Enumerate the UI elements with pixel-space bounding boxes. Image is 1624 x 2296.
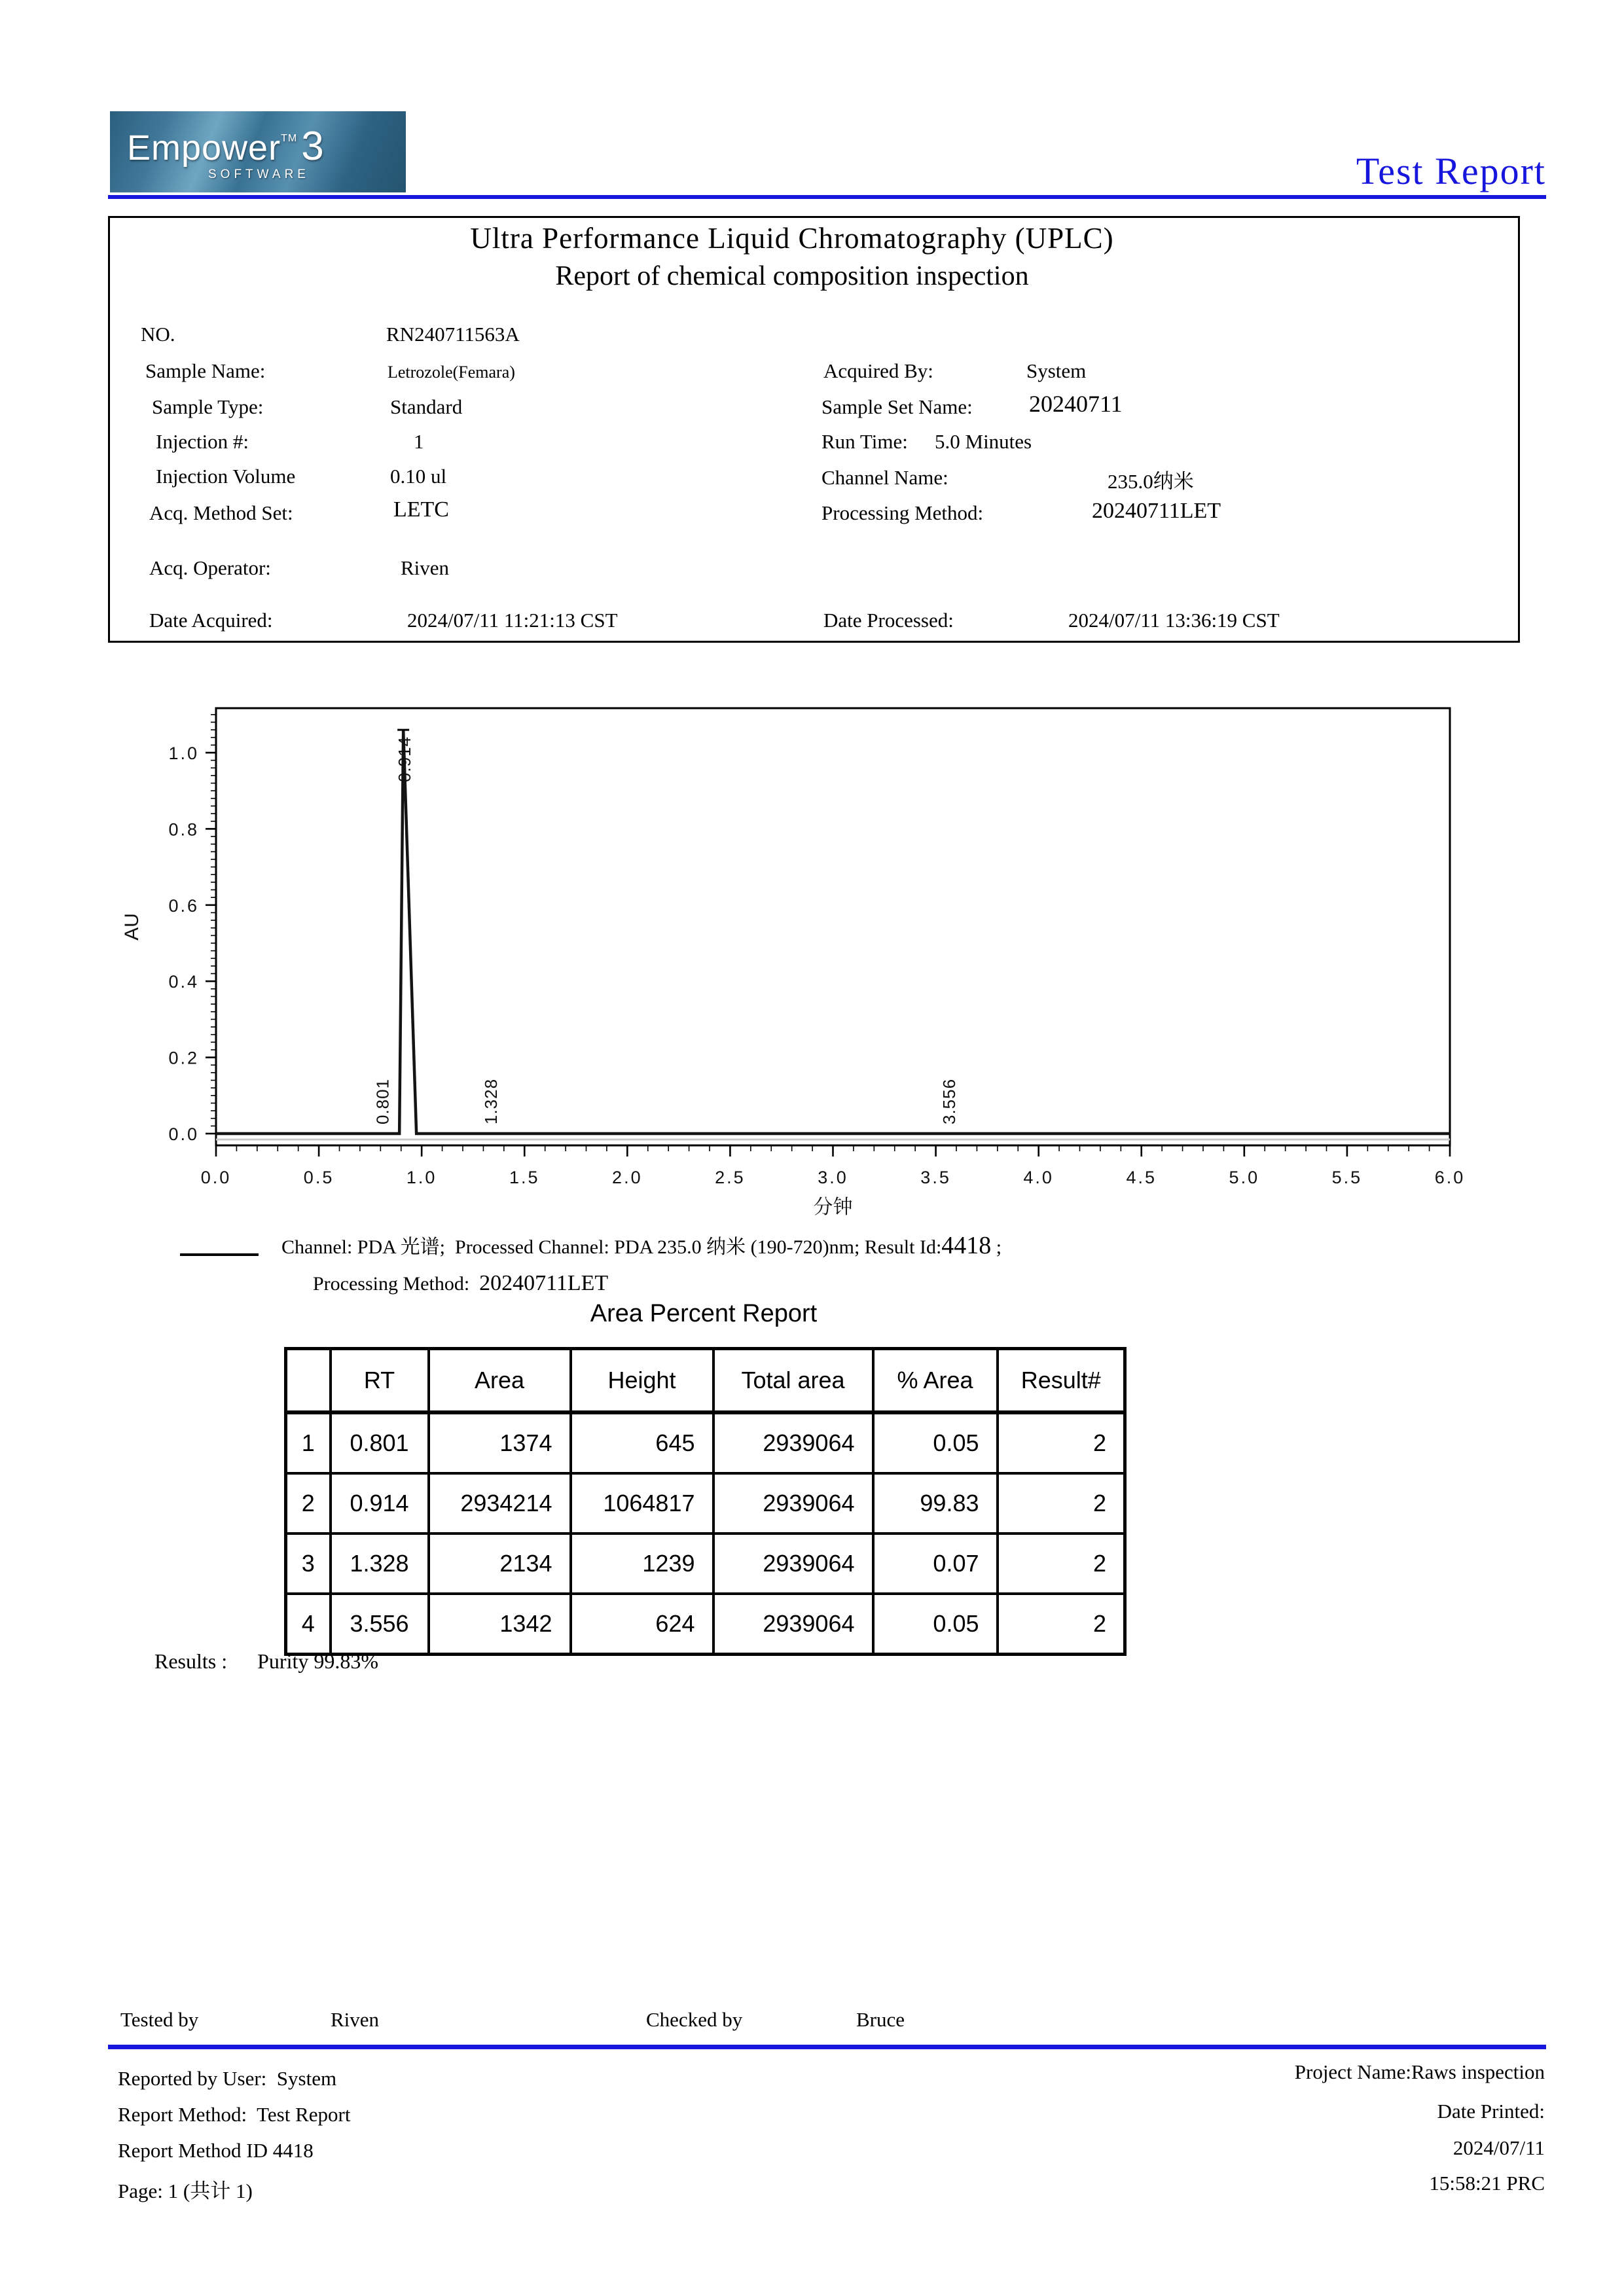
table-row (286, 1473, 1125, 1534)
table-cell: 1.328 (331, 1534, 429, 1594)
table-cell: 645 (571, 1412, 713, 1473)
field-label-date-processed: Date Processed: (823, 609, 954, 632)
table-cell: 4 (286, 1594, 331, 1655)
report-heading-2: Report of chemical composition inspection (555, 261, 1029, 291)
table-header-row (286, 1349, 1125, 1413)
field-label-acq-operator: Acq. Operator: (149, 556, 271, 579)
area-report-title: Area Percent Report (590, 1300, 818, 1327)
field-label-sample-name: Sample Name: (145, 359, 266, 382)
checked-by-label: Checked by (646, 2008, 743, 2031)
table-cell: 0.801 (331, 1412, 429, 1473)
svg-text:0.4: 0.4 (168, 972, 199, 992)
svg-text:5.0: 5.0 (1229, 1168, 1260, 1187)
field-value-acq-method-set: LETC (393, 497, 449, 522)
table-cell: 99.83 (873, 1473, 998, 1534)
footer-reported-by: Reported by User: System (118, 2067, 337, 2090)
table-cell: 2934214 (429, 1473, 571, 1534)
table-cell: 2134 (429, 1534, 571, 1594)
table-cell: 2 (998, 1473, 1125, 1534)
field-value-run-time: 5.0 Minutes (935, 430, 1032, 453)
svg-text:3.556: 3.556 (939, 1078, 960, 1124)
svg-text:0.801: 0.801 (372, 1078, 393, 1124)
tested-by-label: Tested by (120, 2008, 199, 2031)
footer-report-method-id: Report Method ID 4418 (118, 2139, 314, 2162)
svg-text:1.328: 1.328 (481, 1078, 501, 1124)
table-cell: 2 (998, 1594, 1125, 1655)
svg-text:4.0: 4.0 (1023, 1168, 1054, 1187)
table-cell: 1064817 (571, 1473, 713, 1534)
table-cell: 1342 (429, 1594, 571, 1655)
field-value-sample-set-name: 20240711 (1029, 391, 1123, 417)
svg-text:AU: AU (121, 913, 143, 941)
area-percent-table (284, 1347, 1127, 1656)
table-cell: 2939064 (713, 1412, 873, 1473)
field-label-no: NO. (141, 323, 175, 346)
svg-text:0.5: 0.5 (303, 1168, 334, 1187)
table-cell: 1 (286, 1412, 331, 1473)
logo-subtitle: SOFTWARE (208, 168, 310, 181)
field-value-acq-operator: Riven (401, 556, 450, 579)
svg-text:2.0: 2.0 (612, 1168, 643, 1187)
table-row (286, 1534, 1125, 1594)
field-label-sample-type: Sample Type: (152, 395, 264, 418)
chromatogram-plot (108, 681, 1522, 1224)
svg-text:4.5: 4.5 (1126, 1168, 1157, 1187)
svg-text:1.5: 1.5 (509, 1168, 540, 1187)
field-value-acquired-by: System (1026, 359, 1087, 382)
footer-time-printed: 15:58:21 PRC (1429, 2172, 1545, 2195)
field-value-date-acquired: 2024/07/11 11:21:13 CST (407, 609, 618, 632)
field-value-processing-method: 20240711LET (1092, 499, 1221, 523)
empower-logo (110, 111, 406, 192)
table-cell: 2 (998, 1412, 1125, 1473)
column-header-result: Result# (998, 1349, 1125, 1413)
footer-report-method: Report Method: Test Report (118, 2103, 351, 2126)
trademark-symbol: TM (281, 133, 298, 144)
svg-text:5.5: 5.5 (1331, 1168, 1363, 1187)
svg-text:1.0: 1.0 (406, 1168, 437, 1187)
field-label-run-time: Run Time: (821, 430, 908, 453)
field-value-sample-name: Letrozole(Femara) (388, 363, 515, 382)
svg-text:0.0: 0.0 (200, 1168, 232, 1187)
page-title: Test Report (1356, 150, 1546, 192)
field-value-no: RN240711563A (386, 323, 520, 346)
table-cell: 2939064 (713, 1473, 873, 1534)
column-header-pct-area: % Area (873, 1349, 998, 1413)
column-header-rt: RT (331, 1349, 429, 1413)
table-cell: 1374 (429, 1412, 571, 1473)
field-value-date-processed: 2024/07/11 13:36:19 CST (1068, 609, 1280, 632)
field-value-injection-volume: 0.10 ul (390, 465, 447, 488)
channel-info-line: Channel: PDA 光谱; Processed Channel: PDA 235.0 纳米 (190-720)nm; Result Id:4418 ; (281, 1232, 1002, 1259)
table-cell: 624 (571, 1594, 713, 1655)
footer-date-printed-label: Date Printed: (1437, 2100, 1545, 2123)
svg-text:0.2: 0.2 (168, 1048, 199, 1068)
footer-page-number: Page: 1 (共计 1) (118, 2179, 253, 2202)
table-cell: 0.914 (331, 1473, 429, 1534)
svg-text:6.0: 6.0 (1434, 1168, 1466, 1187)
table-row (286, 1594, 1125, 1655)
table-cell: 0.05 (873, 1412, 998, 1473)
field-value-sample-type: Standard (390, 395, 463, 418)
field-label-channel-name: Channel Name: (821, 466, 948, 489)
svg-text:3.0: 3.0 (818, 1168, 848, 1187)
result-id: 4418 (941, 1232, 992, 1259)
results-line: Results : Purity 99.83% (154, 1649, 379, 1673)
purity-value: Purity 99.83% (257, 1649, 379, 1673)
svg-text:0.914: 0.914 (395, 736, 415, 783)
field-label-injection-volume: Injection Volume (156, 465, 296, 488)
column-header-total-area: Total area (713, 1349, 873, 1413)
svg-text:0.8: 0.8 (168, 819, 199, 840)
footer-project-name: Project Name:Raws inspection (1294, 2060, 1545, 2083)
table-cell: 2 (998, 1534, 1125, 1594)
field-label-acq-method-set: Acq. Method Set: (149, 501, 293, 524)
logo-wordmark: Empower™3 (127, 124, 325, 169)
table-cell: 0.07 (873, 1534, 998, 1594)
column-header-area: Area (429, 1349, 571, 1413)
svg-text:0.6: 0.6 (168, 895, 199, 916)
field-label-acquired-by: Acquired By: (823, 359, 933, 382)
table-row (286, 1412, 1125, 1473)
footer-date-printed-date: 2024/07/11 (1453, 2136, 1545, 2159)
column-header-index (286, 1349, 331, 1413)
field-label-processing-method: Processing Method: (821, 501, 984, 524)
svg-text:2.5: 2.5 (715, 1168, 746, 1187)
field-label-sample-set-name: Sample Set Name: (821, 395, 973, 418)
svg-text:1.0: 1.0 (168, 744, 199, 763)
svg-text:3.5: 3.5 (920, 1168, 951, 1187)
processing-method-line: Processing Method: 20240711LET (313, 1271, 609, 1295)
checked-by-value: Bruce (856, 2008, 905, 2031)
table-cell: 3 (286, 1534, 331, 1594)
field-label-injection-num: Injection #: (156, 430, 249, 453)
field-label-date-acquired: Date Acquired: (149, 609, 273, 632)
table-cell: 2939064 (713, 1534, 873, 1594)
bottom-divider (108, 2045, 1546, 2049)
field-value-channel-name: 235.0纳米 (1108, 470, 1194, 493)
table-cell: 1239 (571, 1534, 713, 1594)
tested-by-value: Riven (331, 2008, 380, 2031)
field-value-injection-num: 1 (414, 430, 424, 453)
svg-text:0.0: 0.0 (168, 1124, 199, 1144)
svg-text:分钟: 分钟 (813, 1196, 853, 1218)
top-divider (108, 195, 1546, 199)
legend-trace-line (180, 1253, 259, 1256)
table-cell: 2 (286, 1473, 331, 1534)
table-cell: 3.556 (331, 1594, 429, 1655)
table-cell: 0.05 (873, 1594, 998, 1655)
report-heading-1: Ultra Performance Liquid Chromatography (UPLC) (470, 222, 1114, 255)
table-cell: 2939064 (713, 1594, 873, 1655)
column-header-height: Height (571, 1349, 713, 1413)
